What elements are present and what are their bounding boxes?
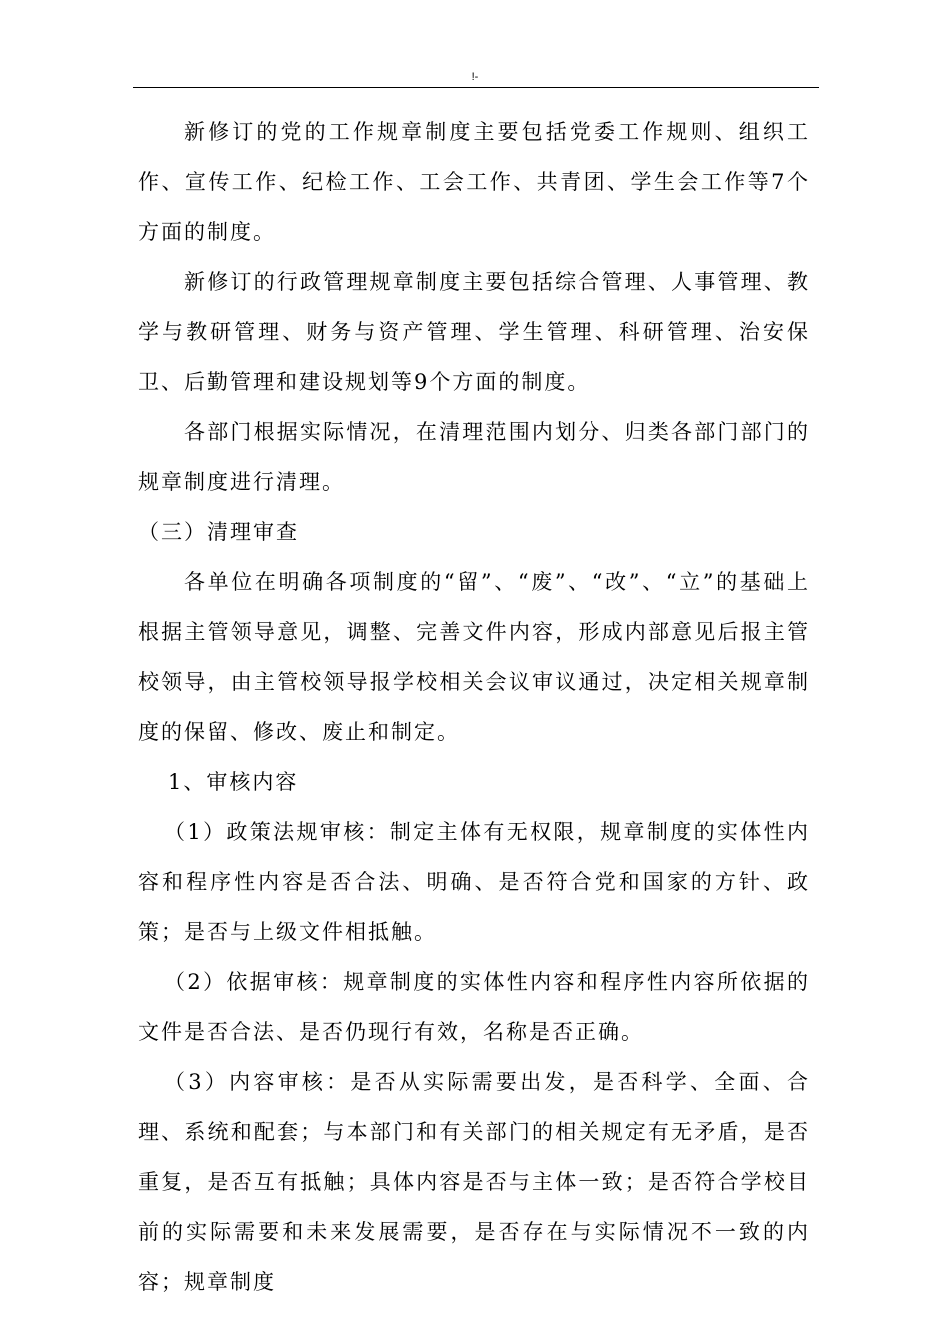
document-body (138, 107, 810, 1307)
section-heading-review: （三）清理审查 (138, 520, 299, 544)
page-header-mark: !- (471, 71, 479, 83)
paragraph-party-rules: 新修订的党的工作规章制度主要包括党委工作规则、组织工作、宣传工作、纪检工作、工会工作、共青团、学生会工作等7个方面的制度。 (138, 120, 810, 244)
paragraph-policy-review: （1）政策法规审核：制定主体有无权限，规章制度的实体性内容和程序性内容是否合法、明确、是否符合党和国家的方针、政策；是否与上级文件相抵触。 (138, 820, 810, 944)
paragraph-content-review: （3）内容审核：是否从实际需要出发，是否科学、全面、合理、系统和配套；与本部门和有关部门的相关规定有无矛盾，是否重复，是否互有抵触；具体内容是否与主体一致；是否符合学校目前的实际需要和未来发展需要，是否存在与实际情况不一致的内容；规章制度 (138, 1070, 810, 1294)
paragraph-review-process: 各单位在明确各项制度的“留”、“废”、“改”、“立”的基础上根据主管领导意见，调整、完善文件内容，形成内部意见后报主管校领导，由主管校领导报学校相关会议审议通过，决定相关规章制度的保留、修改、废止和制定。 (138, 570, 810, 744)
paragraph-admin-rules: 新修订的行政管理规章制度主要包括综合管理、人事管理、教学与教研管理、财务与资产管理、学生管理、科研管理、治安保卫、后勤管理和建设规划等9个方面的制度。 (138, 270, 810, 394)
paragraph-basis-review: （2）依据审核：规章制度的实体性内容和程序性内容所依据的文件是否合法、是否仍现行有效，名称是否正确。 (138, 970, 810, 1044)
subheading-review-content: 1、审核内容 (168, 770, 299, 794)
header-divider (133, 87, 819, 88)
paragraph-department-cleanup: 各部门根据实际情况，在清理范围内划分、归类各部门部门的规章制度进行清理。 (138, 420, 810, 494)
